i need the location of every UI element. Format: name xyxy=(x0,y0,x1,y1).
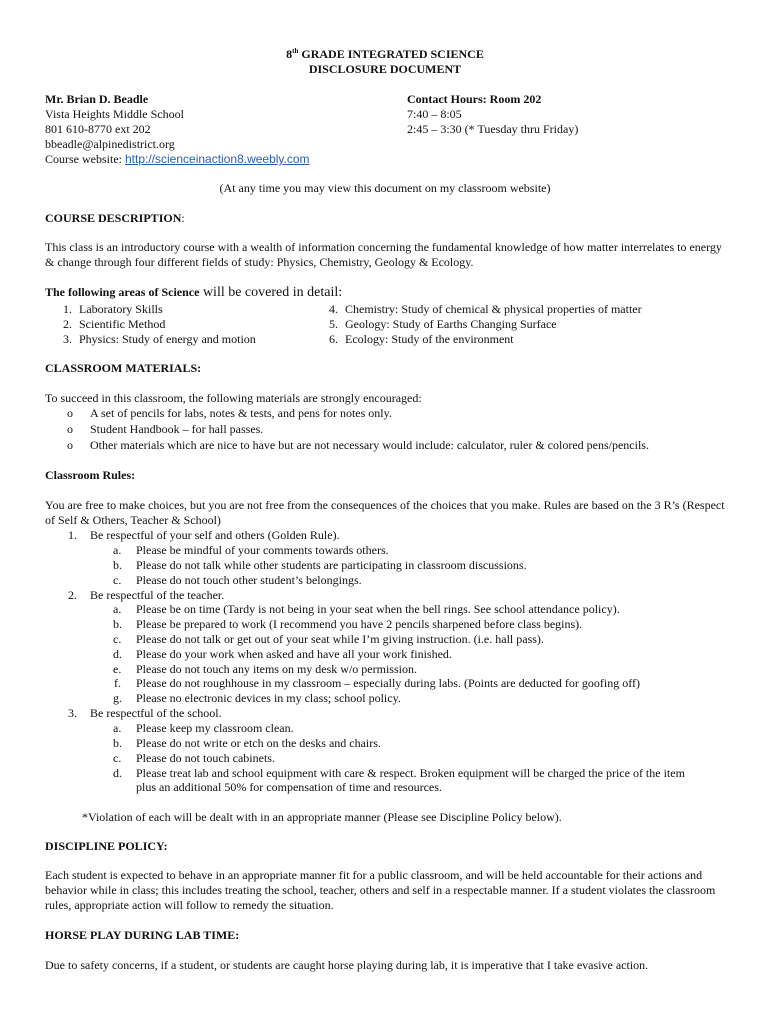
horseplay-heading-text: HORSE PLAY DURING LAB TIME: xyxy=(45,928,240,942)
teacher-name-text: Mr. Brian D. Beadle xyxy=(45,92,149,106)
violation-note: *Violation of each will be dealt with in an appropriate manner (Please see Discipline Policy below). xyxy=(82,810,562,824)
rule-sub-item: Please do not roughhouse in my classroom – especially during labs. (Points are deducted for goofing off) xyxy=(136,676,641,690)
contact-hours-afternoon: 2:45 – 3:30 (* Tuesday thru Friday) xyxy=(407,122,579,136)
rule-sub-letter: b. xyxy=(113,558,122,572)
course-description-heading xyxy=(45,211,185,226)
rule-number: 2. xyxy=(68,588,77,602)
rule-sub-letter: e. xyxy=(113,662,122,676)
rule-sub-letter: g. xyxy=(113,691,122,705)
area-item-num: 1. xyxy=(63,302,72,316)
rule-sub-item: Please do not talk while other students are participating in classroom discussions. xyxy=(136,558,527,572)
rule-sub-item: Please be mindful of your comments towards others. xyxy=(136,543,389,557)
material-item-pencils: A set of pencils for labs, notes & tests, and pens for notes only. xyxy=(90,406,392,420)
rule-number: 3. xyxy=(68,706,77,720)
area-item-num: 2. xyxy=(63,317,72,331)
course-description-heading-text: COURSE DESCRIPTION xyxy=(45,211,182,225)
area-item-geology: Geology: Study of Earths Changing Surface xyxy=(345,317,557,331)
rule-sub-letter: a. xyxy=(113,543,122,557)
rule-number: 1. xyxy=(68,528,77,542)
document-title-line2 xyxy=(0,62,770,77)
area-item-num: 3. xyxy=(63,332,72,346)
course-description-body: This class is an introductory course with a wealth of information concerning the fundamental knowledge of how matter interrelates to energy & change through four different fields of study: Physics, Chemistry, Geology & Ecology. xyxy=(45,240,722,269)
rule-sub-letter: b. xyxy=(113,617,122,631)
rule-sub-letter: c. xyxy=(113,632,122,646)
rule-sub-letter: a. xyxy=(113,721,122,735)
rule-sub-letter: c. xyxy=(113,751,122,765)
materials-heading xyxy=(45,361,201,376)
rule-sub-letter: c. xyxy=(113,573,122,587)
rule-sub-letter: d. xyxy=(113,647,122,661)
email-address: bbeadle@alpinedistrict.org xyxy=(45,137,175,151)
rule-respect-school: Be respectful of the school. xyxy=(90,706,222,720)
rule-respect-self: Be respectful of your self and others (Golden Rule). xyxy=(90,528,340,542)
area-item-num: 5. xyxy=(329,317,338,331)
horseplay-heading xyxy=(45,928,239,943)
course-website xyxy=(45,152,310,167)
rule-sub-item: Please do not write or etch on the desks and chairs. xyxy=(136,736,381,750)
discipline-body: Each student is expected to behave in an appropriate manner fit for a public classroom, and will be held accountable for their actions and behavior while in class; this includes treating the school, teacher, others and self in a respectable manner. If a student violates the classroom rules, appropriate action will follow to remedy the situation. xyxy=(45,868,716,912)
bullet-marker: o xyxy=(67,438,73,452)
contact-hours-title xyxy=(407,92,541,107)
discipline-heading-text: DISCIPLINE POLICY: xyxy=(45,839,168,853)
bullet-marker: o xyxy=(67,406,73,420)
rule-sub-letter: b. xyxy=(113,736,122,750)
areas-heading-rest: will be covered in detail: xyxy=(199,285,343,300)
rule-sub-item: Please no electronic devices in my class; school policy. xyxy=(136,691,401,705)
areas-heading-bold: The following areas of Science xyxy=(45,285,200,299)
rules-intro: You are free to make choices, but you are not free from the consequences of the choices that you make. Rules are based on the 3 R’s (Respect of Self & Others, Teacher & School) xyxy=(45,498,725,527)
discipline-heading xyxy=(45,839,168,854)
area-item-chemistry: Chemistry: Study of chemical & physical properties of matter xyxy=(345,302,642,316)
rule-sub-item: Please do your work when asked and have all your work finished. xyxy=(136,647,452,661)
materials-intro: To succeed in this classroom, the following materials are strongly encouraged: xyxy=(45,391,422,405)
rule-sub-item-continued: plus an additional 50% for compensation of time and resources. xyxy=(136,780,442,794)
rule-sub-item: Please do not touch other student’s belongings. xyxy=(136,573,362,587)
area-item-physics: Physics: Study of energy and motion xyxy=(79,332,256,346)
rule-sub-item: Please do not touch cabinets. xyxy=(136,751,275,765)
rule-sub-item: Please be on time (Tardy is not being in your seat when the bell rings. See school attendance policy). xyxy=(136,602,620,616)
rules-heading-text: Classroom Rules: xyxy=(45,468,136,482)
rule-sub-item: Please do not touch any items on my desk w/o permission. xyxy=(136,662,417,676)
rule-sub-letter: d. xyxy=(113,766,122,780)
website-link[interactable]: http://scienceinaction8.weebly.com xyxy=(125,152,310,166)
school-name: Vista Heights Middle School xyxy=(45,107,184,121)
material-item-other: Other materials which are nice to have but are not necessary would include: calculator, ruler & colored pens/pencils. xyxy=(90,438,649,452)
area-item-num: 4. xyxy=(329,302,338,316)
contact-hours-morning: 7:40 – 8:05 xyxy=(407,107,462,121)
website-label: Course website: xyxy=(45,152,125,166)
teacher-name xyxy=(45,92,148,107)
document-title-line1 xyxy=(0,47,770,62)
contact-hours-title-text: Contact Hours: Room 202 xyxy=(407,92,542,106)
rule-sub-item: Please be prepared to work (I recommend you have 2 pencils sharpened before class begins). xyxy=(136,617,583,631)
grade-superscript: th xyxy=(292,47,299,55)
materials-heading-text: CLASSROOM MATERIALS: xyxy=(45,361,202,375)
area-item-ecology: Ecology: Study of the environment xyxy=(345,332,514,346)
areas-heading xyxy=(45,285,342,300)
website-note: (At any time you may view this document on my classroom website) xyxy=(219,181,551,195)
area-item-laboratory-skills: Laboratory Skills xyxy=(79,302,163,316)
phone-number: 801 610-8770 ext 202 xyxy=(45,122,151,136)
rule-sub-item: Please keep my classroom clean. xyxy=(136,721,294,735)
title-line2-text: DISCLOSURE DOCUMENT xyxy=(308,62,462,76)
rule-sub-letter: f. xyxy=(114,676,121,690)
title-text: GRADE INTEGRATED SCIENCE xyxy=(298,47,484,61)
horseplay-body: Due to safety concerns, if a student, or students are caught horse playing during lab, it is imperative that I take evasive action. xyxy=(45,958,649,972)
rules-heading xyxy=(45,468,135,483)
area-item-num: 6. xyxy=(329,332,338,346)
rule-sub-item: Please do not talk or get out of your seat while I’m giving instruction. (i.e. hall pass). xyxy=(136,632,544,646)
course-description-colon: : xyxy=(181,211,185,225)
rule-sub-item: Please treat lab and school equipment with care & respect. Broken equipment will be charged the price of the item xyxy=(136,766,685,780)
material-item-handbook: Student Handbook – for hall passes. xyxy=(90,422,264,436)
rule-sub-letter: a. xyxy=(113,602,122,616)
bullet-marker: o xyxy=(67,422,73,436)
area-item-scientific-method: Scientific Method xyxy=(79,317,166,331)
rule-respect-teacher: Be respectful of the teacher. xyxy=(90,588,225,602)
grade-number: 8 xyxy=(286,47,293,61)
